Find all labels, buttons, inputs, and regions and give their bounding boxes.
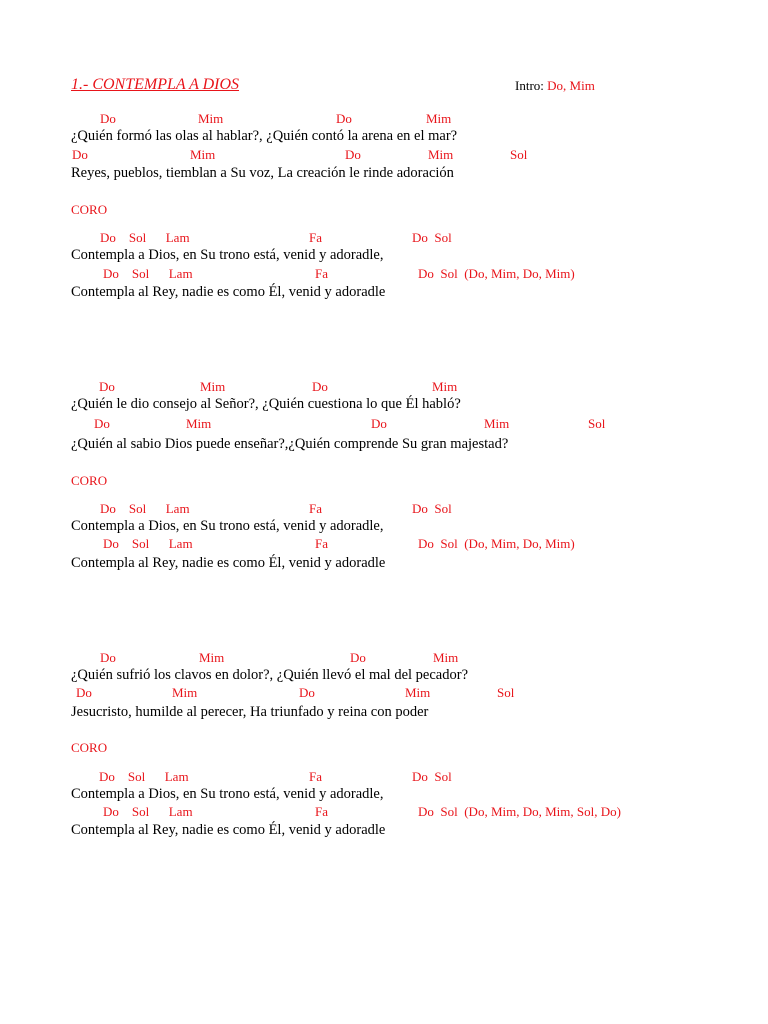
lyric-line: Reyes, pueblos, tiemblan a Su voz, La creación le rinde adoración bbox=[71, 165, 454, 181]
chord-label: Fa bbox=[315, 266, 328, 281]
lyric-line: ¿Quién le dio consejo al Señor?, ¿Quién cuestiona lo que Él habló? bbox=[71, 396, 461, 412]
chord-label: Mim bbox=[405, 685, 431, 700]
chord-label: Do bbox=[72, 147, 88, 162]
chord-label: Do Sol bbox=[412, 230, 452, 245]
chord-label: Do Sol (Do, Mim, Do, Mim) bbox=[418, 266, 575, 281]
coro-label: CORO bbox=[71, 202, 108, 217]
chord-label: Do Sol Lam bbox=[103, 266, 193, 281]
chord-label: Fa bbox=[309, 230, 322, 245]
chord-label: Do Sol Lam bbox=[103, 536, 193, 551]
chord-label: Fa bbox=[309, 501, 322, 516]
chord-label: Do Sol Lam bbox=[103, 804, 193, 819]
chord-label: Do Sol Lam bbox=[99, 769, 189, 784]
chord-label: Mim bbox=[172, 685, 198, 700]
chord-label: Do Sol (Do, Mim, Do, Mim) bbox=[418, 536, 575, 551]
lyric-line: Jesucristo, humilde al perecer, Ha triunfado y reina con poder bbox=[71, 704, 429, 720]
chord-label: Mim bbox=[198, 111, 224, 126]
lyric-line: Contempla al Rey, nadie es como Él, venid y adoradle bbox=[71, 822, 386, 838]
song-title: 1.- CONTEMPLA A DIOS bbox=[71, 76, 240, 93]
chord-label: Mim bbox=[200, 379, 226, 394]
chord-label: Do bbox=[312, 379, 328, 394]
chord-label: Mim bbox=[199, 650, 225, 665]
chord-label: Mim bbox=[426, 111, 452, 126]
chord-label: Sol bbox=[588, 416, 606, 431]
chord-label: Do bbox=[100, 650, 116, 665]
chord-label: Mim bbox=[484, 416, 510, 431]
chord-label: Do bbox=[350, 650, 366, 665]
chord-label: Do bbox=[299, 685, 315, 700]
lyric-line: Contempla a Dios, en Su trono está, venid y adoradle, bbox=[71, 518, 384, 534]
chord-label: Fa bbox=[315, 804, 328, 819]
chord-label: Do bbox=[336, 111, 352, 126]
chord-label: Do Sol bbox=[412, 769, 452, 784]
chord-label: Mim bbox=[186, 416, 212, 431]
chord-label: Do Sol Lam bbox=[100, 501, 190, 516]
chord-label: Do bbox=[371, 416, 387, 431]
lyric-line: Contempla al Rey, nadie es como Él, venid y adoradle bbox=[71, 555, 386, 571]
chord-label: Mim bbox=[428, 147, 454, 162]
lyric-line: Contempla a Dios, en Su trono está, venid y adoradle, bbox=[71, 247, 384, 263]
chord-label: Fa bbox=[309, 769, 322, 784]
lyric-line: Contempla al Rey, nadie es como Él, venid y adoradle bbox=[71, 284, 386, 300]
chord-label: Do bbox=[100, 111, 116, 126]
lyric-line: ¿Quién formó las olas al hablar?, ¿Quién contó la arena en el mar? bbox=[71, 128, 458, 144]
chord-label: Do bbox=[345, 147, 361, 162]
chord-label: Sol bbox=[497, 685, 515, 700]
intro-line bbox=[515, 79, 595, 92]
chord-label: Do bbox=[94, 416, 110, 431]
chord-label: Mim bbox=[432, 379, 458, 394]
chord-label: Do Sol Lam bbox=[100, 230, 190, 245]
chord-label: Do bbox=[99, 379, 115, 394]
intro-label: Intro: bbox=[515, 78, 548, 93]
chord-label: Mim bbox=[190, 147, 216, 162]
chord-label: Mim bbox=[433, 650, 459, 665]
coro-label: CORO bbox=[71, 473, 108, 488]
chord-label: Do bbox=[76, 685, 92, 700]
lyric-line: ¿Quién al sabio Dios puede enseñar?,¿Quién comprende Su gran majestad? bbox=[71, 436, 509, 452]
chord-label: Sol bbox=[510, 147, 528, 162]
chord-label: Fa bbox=[315, 536, 328, 551]
chord-label: Do Sol (Do, Mim, Do, Mim, Sol, Do) bbox=[418, 804, 621, 819]
intro-chords: Do, Mim bbox=[547, 78, 595, 93]
lyric-line: ¿Quién sufrió los clavos en dolor?, ¿Quién llevó el mal del pecador? bbox=[71, 667, 469, 683]
chord-label: Do Sol bbox=[412, 501, 452, 516]
coro-label: CORO bbox=[71, 740, 108, 755]
lyric-line: Contempla a Dios, en Su trono está, venid y adoradle, bbox=[71, 786, 384, 802]
